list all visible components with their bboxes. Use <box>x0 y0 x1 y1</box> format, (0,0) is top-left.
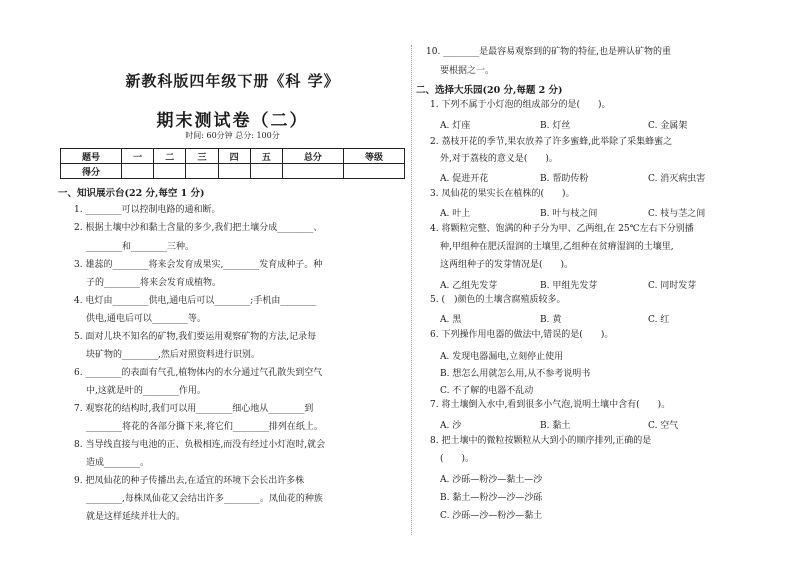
mc-option: A. 黑 <box>440 315 462 325</box>
score-table <box>60 148 405 179</box>
s1-line: ________和________三种。 <box>86 242 195 252</box>
mc-question: 8. 把土壤中的微粒按颗粒从大到小的顺序排列,正确的是 <box>430 436 652 446</box>
left-column <box>60 0 405 561</box>
s1-line: 子的________将来会发育成植物。 <box>86 278 222 288</box>
exam-subtitle: 期末测试卷（二） <box>156 111 309 131</box>
score-cell: 等级 <box>343 149 404 164</box>
mc-option: B. 黄 <box>540 315 562 325</box>
mc-option: C. 枝与茎之间 <box>648 209 706 219</box>
mc-option: C. 金属架 <box>648 121 688 131</box>
mc-option: B. 黏土—粉沙—沙—沙砾 <box>440 493 543 503</box>
s1-line: 6. ________的表面有气孔,植物体内的水分通过气孔散失到空气 <box>74 368 323 378</box>
score-cell <box>186 164 218 179</box>
score-cell <box>250 164 282 179</box>
exam-meta: 时间: 60分钟 总分: 100分 <box>185 131 280 140</box>
s1-line: 块矿物的________,然后对照资料进行识别。 <box>86 350 260 360</box>
score-cell: 二 <box>154 149 186 164</box>
mc-question: 2. 荔枝开花的季节,果农放养了许多蜜蜂,此举除了采集蜂蜜之 <box>430 137 673 147</box>
mc-question: 种,甲组种在肥沃湿润的土壤里,乙组种在贫瘠湿润的土壤里, <box>440 242 674 252</box>
s1-line: 2. 根据土壤中沙和黏土含量的多少,我们把土壤分成________、 <box>74 223 323 233</box>
s1-line: 1. ________可以控制电路的通和断。 <box>74 205 221 215</box>
mc-question: 外,对于荔枝的意义是( )。 <box>440 154 558 164</box>
s1-line: ________将花的各部分撕下来,将它们________排列在纸上。 <box>86 422 323 432</box>
s1-line: 就是这样延续并壮大的。 <box>86 512 186 522</box>
mc-question: 1. 下列不属于小灯泡的组成部分的是( )。 <box>430 100 611 110</box>
score-cell <box>154 164 186 179</box>
s1-line: 4. 电灯由________供电,通电后可以________;手机由________ <box>74 296 317 306</box>
score-cell <box>282 164 343 179</box>
score-cell: 三 <box>186 149 218 164</box>
mc-question: 这两组种子的发芽情况是( )。 <box>440 260 574 270</box>
score-cell: 总分 <box>282 149 343 164</box>
score-cell: 一 <box>122 149 154 164</box>
mc-option: A. 灯座 <box>440 121 471 131</box>
score-cell <box>122 164 154 179</box>
s1-line: 中,这就是叶的________作用。 <box>86 386 206 396</box>
mc-question: 7. 将土壤倒入水中,看到很多小气泡,说明土壤中含有( )。 <box>430 400 671 410</box>
score-table-header-row <box>61 149 405 164</box>
score-cell: 四 <box>218 149 250 164</box>
section2-title: 二、选择大乐园(20 分,每题 2 分) <box>416 85 563 96</box>
s1-line: 造成________。 <box>86 458 150 468</box>
q10-line: 要根据之一。 <box>440 66 495 76</box>
mc-option: B. 帮助传粉 <box>540 174 589 184</box>
q10-line: 10. ________是最容易观察到的矿物的特征,也是辨认矿物的重 <box>426 47 672 57</box>
mc-option: B. 想怎么用就怎么用,从不参考说明书 <box>440 369 591 379</box>
mc-option: A. 叶上 <box>440 209 471 219</box>
mc-option: C. 空气 <box>648 421 679 431</box>
mc-option: C. 沙砾—沙—粉沙—黏土 <box>440 511 543 521</box>
score-cell <box>218 164 250 179</box>
score-cell: 题号 <box>61 149 122 164</box>
mc-question: ( )。 <box>440 454 475 464</box>
score-cell <box>343 164 404 179</box>
mc-option: C. 红 <box>648 315 670 325</box>
mc-option: A. 乙组先发芽 <box>440 281 498 291</box>
mc-option: B. 灯丝 <box>540 121 571 131</box>
mc-option: A. 发现电器漏电,立刻停止使用 <box>440 352 564 362</box>
s1-line: 8. 当导线直接与电池的正、负极相连,而没有经过小灯泡时,就会 <box>74 440 326 450</box>
column-divider <box>411 45 412 535</box>
mc-question: 3. 凤仙花的果实长在植株的( )。 <box>430 189 575 199</box>
mc-option: B. 黏土 <box>540 421 571 431</box>
score-cell: 得分 <box>61 164 122 179</box>
mc-question: 5. ( )颜色的土壤含腐殖质较多。 <box>430 295 566 305</box>
mc-option: A. 促进开花 <box>440 174 489 184</box>
right-column <box>416 0 782 561</box>
score-table-score-row <box>61 164 405 179</box>
mc-option: A. 沙 <box>440 421 462 431</box>
mc-option: C. 消灭病虫害 <box>648 174 706 184</box>
s1-line: 9. 把凤仙花的种子传播出去,在适宜的环境下会长出许多株 <box>74 476 305 486</box>
mc-option: C. 同时发芽 <box>648 281 697 291</box>
score-cell: 五 <box>250 149 282 164</box>
mc-option: A. 沙砾—粉沙—黏土—沙 <box>440 475 543 485</box>
s1-line: 供电,通电后可以________等。 <box>86 314 206 324</box>
mc-option: C. 不了解的电器不乱动 <box>440 386 534 396</box>
mc-option: B. 甲组先发芽 <box>540 281 598 291</box>
s1-line: 7. 观察花的结构时,我们可以用________细心地从________到 <box>74 404 314 414</box>
exam-title: 新教科版四年级下册《科 学》 <box>125 72 340 90</box>
section1-title: 一、知识展示台(22 分,每空 1 分) <box>58 188 205 199</box>
s1-line: ________,每株凤仙花又会结出许多________。凤仙花的种族 <box>86 494 323 504</box>
mc-question: 4. 将颗粒完整、饱满的种子分为甲、乙两组,在 25℃左右下分别播 <box>430 224 694 234</box>
mc-option: B. 叶与枝之间 <box>540 209 598 219</box>
s1-line: 5. 面对儿块不知名的矿物,我们要运用观察矿物的方法,记录每 <box>74 332 317 342</box>
mc-question: 6. 下列操作用电器的做法中,错误的是( )。 <box>430 330 614 340</box>
s1-line: 3. 雄蕊的________将来会发育成果实,________发育成种子。种 <box>74 260 323 270</box>
